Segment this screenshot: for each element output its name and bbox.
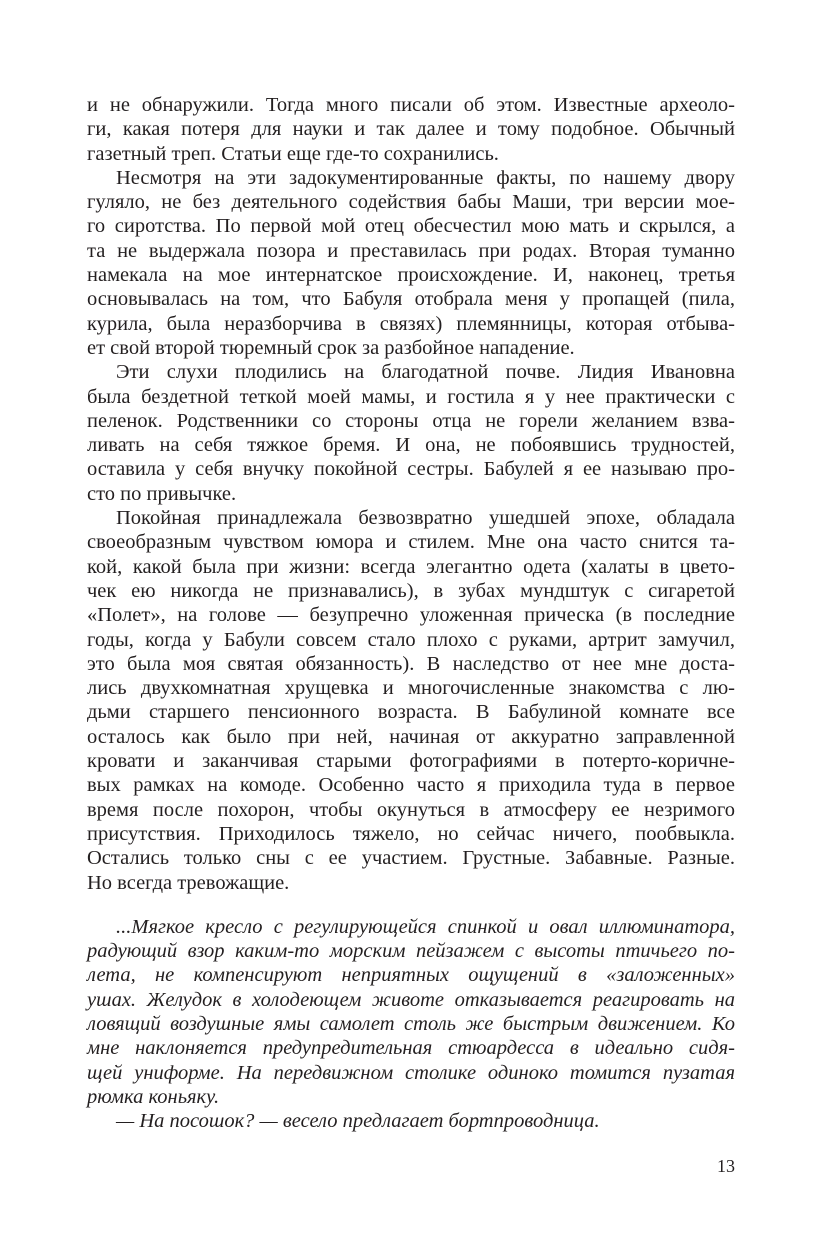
text-line: пеленок. Родственники со стороны отца не горели желанием взва- bbox=[87, 409, 735, 432]
italic-section bbox=[87, 915, 735, 1134]
page-number: 13 bbox=[717, 1156, 735, 1176]
text-line: присутствия. Приходилось тяжело, но сейчас ничего, пообвыкла. bbox=[87, 822, 735, 845]
italic-paragraph bbox=[87, 1109, 735, 1133]
text-line: была бездетной теткой моей мамы, и гостила я у нее практически с bbox=[87, 385, 735, 408]
text-line: своеобразным чувством юмора и стилем. Мне она часто снится та- bbox=[87, 531, 735, 554]
paragraph bbox=[87, 166, 735, 360]
text-line: Несмотря на эти задокументированные факты, по нашему двору bbox=[116, 166, 735, 189]
text-line: кой, какой была при жизни: всегда элегантно одета (халаты в цвето- bbox=[87, 555, 735, 578]
text-line: ушах. Желудок в холодеющем животе отказывается реагировать на bbox=[87, 988, 735, 1011]
text-line: газетный треп. Статьи еще где-то сохранились. bbox=[87, 142, 499, 165]
text-line: лета, не компенсируют неприятных ощущений в «заложенных» bbox=[87, 964, 735, 987]
text-line: ги, какая потеря для науки и так далее и тому подобное. Обычный bbox=[87, 118, 735, 141]
text-line: кровати и заканчивая старыми фотографиями в потерто-коричне- bbox=[87, 750, 735, 773]
text-line: та не выдержала позора и преставилась при родах. Вторая туманно bbox=[87, 239, 735, 262]
text-line: «Полет», на голове — безупречно уложенная прическа (в последние bbox=[87, 604, 735, 627]
text-line: ливать на себя тяжкое бремя. И она, не побоявшись трудностей, bbox=[87, 434, 735, 457]
text-line: чек ею никогда не признавались), в зубах мундштук с сигаретой bbox=[87, 579, 735, 602]
text-line: это была моя святая обязанность). В наследство от нее мне доста- bbox=[87, 652, 735, 675]
text-line: Но всегда тревожащие. bbox=[87, 871, 290, 894]
text-line: рюмка коньяку. bbox=[87, 1085, 220, 1108]
book-page-text bbox=[87, 93, 735, 1133]
text-line: ...Мягкое кресло с регулирующейся спинкой и овал иллюминатора, bbox=[116, 915, 735, 938]
text-line: го сиротства. По первой мой отец обесчестил мою мать и скрылся, а bbox=[87, 215, 735, 238]
paragraph bbox=[87, 506, 735, 895]
text-line: вых рамках на комоде. Особенно часто я приходила туда в первое bbox=[87, 774, 735, 797]
text-line: намекала на мое интернатское происхождение. И, наконец, третья bbox=[87, 264, 735, 287]
section-gap bbox=[87, 895, 735, 915]
text-line: Остались только сны с ее участием. Грустные. Забавные. Разные. bbox=[87, 847, 735, 870]
text-line: оставила у себя внучку покойной сестры. Бабулей я ее называю про- bbox=[87, 458, 735, 481]
text-line: мне наклоняется предупредительная стюардесса в идеально сидя- bbox=[87, 1037, 735, 1060]
text-line: время после похорон, чтобы окунуться в атмосферу ее незримого bbox=[87, 798, 735, 821]
text-line: и не обнаружили. Тогда много писали об этом. Известные археоло- bbox=[87, 94, 735, 116]
paragraph bbox=[87, 93, 735, 166]
text-line: гуляло, не без деятельного содействия бабы Маши, три версии мое- bbox=[87, 191, 735, 214]
text-line: щей униформе. На передвижном столике одиноко томится пузатая bbox=[87, 1061, 735, 1084]
text-line: сто по привычке. bbox=[87, 482, 237, 505]
text-line: радующий взор каким-то морским пейзажем с высоты птичьего по- bbox=[87, 940, 735, 963]
text-line: дьми старшего пенсионного возраста. В Бабулиной комнате все bbox=[87, 701, 735, 724]
text-line: — На посошок? — весело предлагает бортпроводница. bbox=[116, 1110, 600, 1133]
text-line: годы, когда у Бабули совсем стало плохо с руками, артрит замучил, bbox=[87, 628, 735, 651]
text-line: ет свой второй тюремный срок за разбойное нападение. bbox=[87, 336, 575, 359]
text-line: курила, была неразборчива в связях) племянницы, которая отбыва- bbox=[87, 312, 735, 335]
text-line: ловящий воздушные ямы самолет столь же быстрым движением. Ко bbox=[87, 1012, 735, 1035]
text-line: осталось как было при ней, начиная от аккуратно заправленной bbox=[87, 725, 735, 748]
italic-paragraph bbox=[87, 915, 735, 1109]
text-line: основывалась на том, что Бабуля отобрала меня у пропащей (пила, bbox=[87, 288, 735, 311]
text-line: Эти слухи плодились на благодатной почве. Лидия Ивановна bbox=[116, 361, 735, 384]
paragraph bbox=[87, 360, 735, 506]
text-line: Покойная принадлежала безвозвратно ушедшей эпохе, обладала bbox=[116, 507, 735, 530]
text-line: лись двухкомнатная хрущевка и многочисленные знакомства с лю- bbox=[87, 677, 735, 700]
